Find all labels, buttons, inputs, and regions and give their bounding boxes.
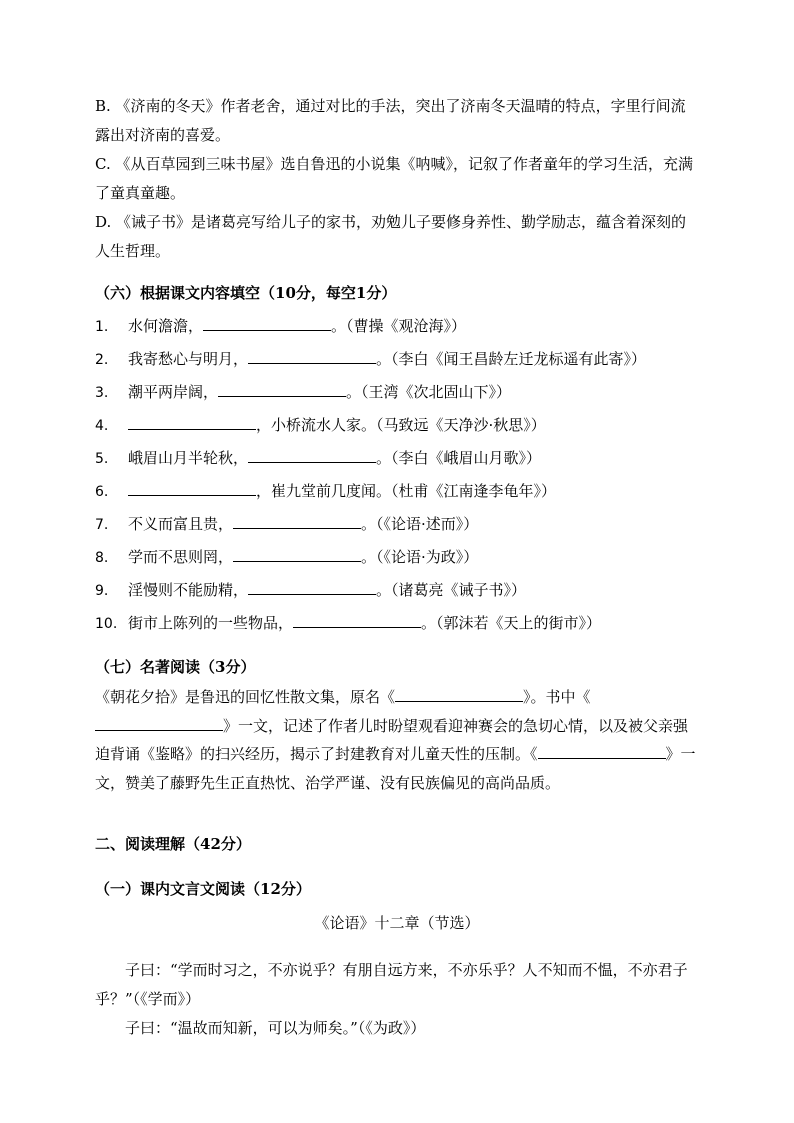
item-text-before: 学而不思则罔， (128, 548, 234, 566)
answer-blank[interactable] (395, 686, 523, 702)
item-text-before: 淫慢则不能励精， (128, 581, 249, 599)
item-text-after: 。（郭沫若《天上的街市》） (421, 614, 602, 632)
item-number: 8. (95, 550, 109, 566)
item-text-before: 潮平两岸阔， (128, 383, 219, 401)
answer-blank[interactable] (203, 315, 331, 331)
answer-blank[interactable] (293, 612, 421, 628)
answer-blank[interactable] (538, 743, 666, 759)
section7-text-3: 》一文，记述了作者儿时盼望观看迎神赛会的急切心情，以及被父亲强迫背诵《鉴略》的扫兴经历，揭示了封建教育对儿童天性的压制。《 (95, 716, 689, 763)
answer-blank[interactable] (233, 513, 361, 529)
fill-blank-item (95, 348, 715, 371)
answer-blank[interactable] (218, 381, 346, 397)
fill-blank-item (95, 513, 715, 536)
fill-blank-item (95, 480, 715, 503)
part2-heading: 二、阅读理解（42分） (95, 835, 251, 853)
item-text-after: 。（《论语·为政》） (361, 548, 479, 566)
item-text-before: 不义而富且贵， (128, 515, 234, 533)
passage-paragraph-2: 子曰：“温故而知新，可以为师矣。”（《为政》） (125, 1019, 426, 1037)
part2-sub-heading: （一）课内文言文阅读（12分） (95, 880, 311, 898)
item-number: 9. (95, 583, 109, 599)
section7-heading: （七）名著阅读（3分） (95, 658, 256, 676)
item-text-before: 街市上陈列的一些物品， (128, 614, 294, 632)
fill-blank-item (95, 612, 715, 635)
answer-blank[interactable] (95, 715, 223, 731)
answer-blank[interactable] (233, 546, 361, 562)
answer-blank[interactable] (128, 414, 256, 430)
section7-text-4: 》一文，赞美了藤野先生正直热忱、治学严谨、没有民族偏见的高尚品质。 (95, 745, 696, 792)
answer-blank[interactable] (248, 579, 376, 595)
item-number: 10. (95, 616, 118, 632)
section7-text-2: 》。书中《 (523, 688, 591, 706)
item-text-before: 我寄愁心与明月， (128, 350, 249, 368)
answer-blank[interactable] (248, 348, 376, 364)
answer-blank[interactable] (248, 447, 376, 463)
item-text-after: 。（《论语·述而》） (361, 515, 479, 533)
passage-paragraph-1: 子曰：“学而时习之，不亦说乎？有朋自远方来，不亦乐乎？人不知而不愠，不亦君子乎？”（《学而》） (95, 961, 688, 1008)
item-text-before: 水何澹澹， (128, 317, 204, 335)
item-text-after: 。（诸葛亮《诫子书》） (376, 581, 527, 599)
item-text-after: 。（王湾《次北固山下》） (346, 383, 512, 401)
fill-blank-item (95, 546, 715, 569)
fill-blank-item (95, 447, 715, 470)
fill-blank-item (95, 414, 715, 437)
item-number: 4. (95, 418, 109, 434)
item-number: 5. (95, 451, 109, 467)
fill-blank-item (95, 315, 715, 338)
answer-blank[interactable] (128, 480, 256, 496)
section6-heading: （六）根据课文内容填空（10分，每空1分） (95, 284, 397, 302)
item-number: 6. (95, 484, 109, 500)
item-number: 7. (95, 517, 109, 533)
item-text-after: 。（曹操《观沧海》） (331, 317, 467, 335)
item-text-after: ，崔九堂前几度闻。（杜甫《江南逢李龟年》） (256, 482, 557, 500)
option-c: C. 《从百草园到三味书屋》选自鲁迅的小说集《呐喊》，记叙了作者童年的学习生活，充满了童真童趣。 (95, 155, 693, 202)
item-text-after: ，小桥流水人家。（马致远《天净沙·秋思》） (256, 416, 546, 434)
option-b: B. 《济南的冬天》作者老舍，通过对比的手法，突出了济南冬天温晴的特点，字里行间流露出对济南的喜爱。 (95, 97, 686, 144)
item-number: 2. (95, 352, 109, 368)
item-text-after: 。（李白《闻王昌龄左迁龙标遥有此寄》） (376, 350, 647, 368)
item-number: 1. (95, 319, 109, 335)
section7-text-1: 《朝花夕拾》是鲁迅的回忆性散文集，原名《 (95, 688, 396, 706)
passage-title: 《论语》十二章（节选） (314, 914, 480, 932)
fill-blank-item (95, 381, 715, 404)
section7-paragraph (95, 683, 700, 797)
item-text-before: 峨眉山月半轮秋， (128, 449, 249, 467)
fill-blank-item (95, 579, 715, 602)
option-d: D. 《诫子书》是诸葛亮写给儿子的家书，劝勉儿子要修身养性、勤学励志，蕴含着深刻的人生哲理。 (95, 213, 687, 260)
item-text-after: 。（李白《峨眉山月歌》） (376, 449, 542, 467)
item-number: 3. (95, 385, 109, 401)
